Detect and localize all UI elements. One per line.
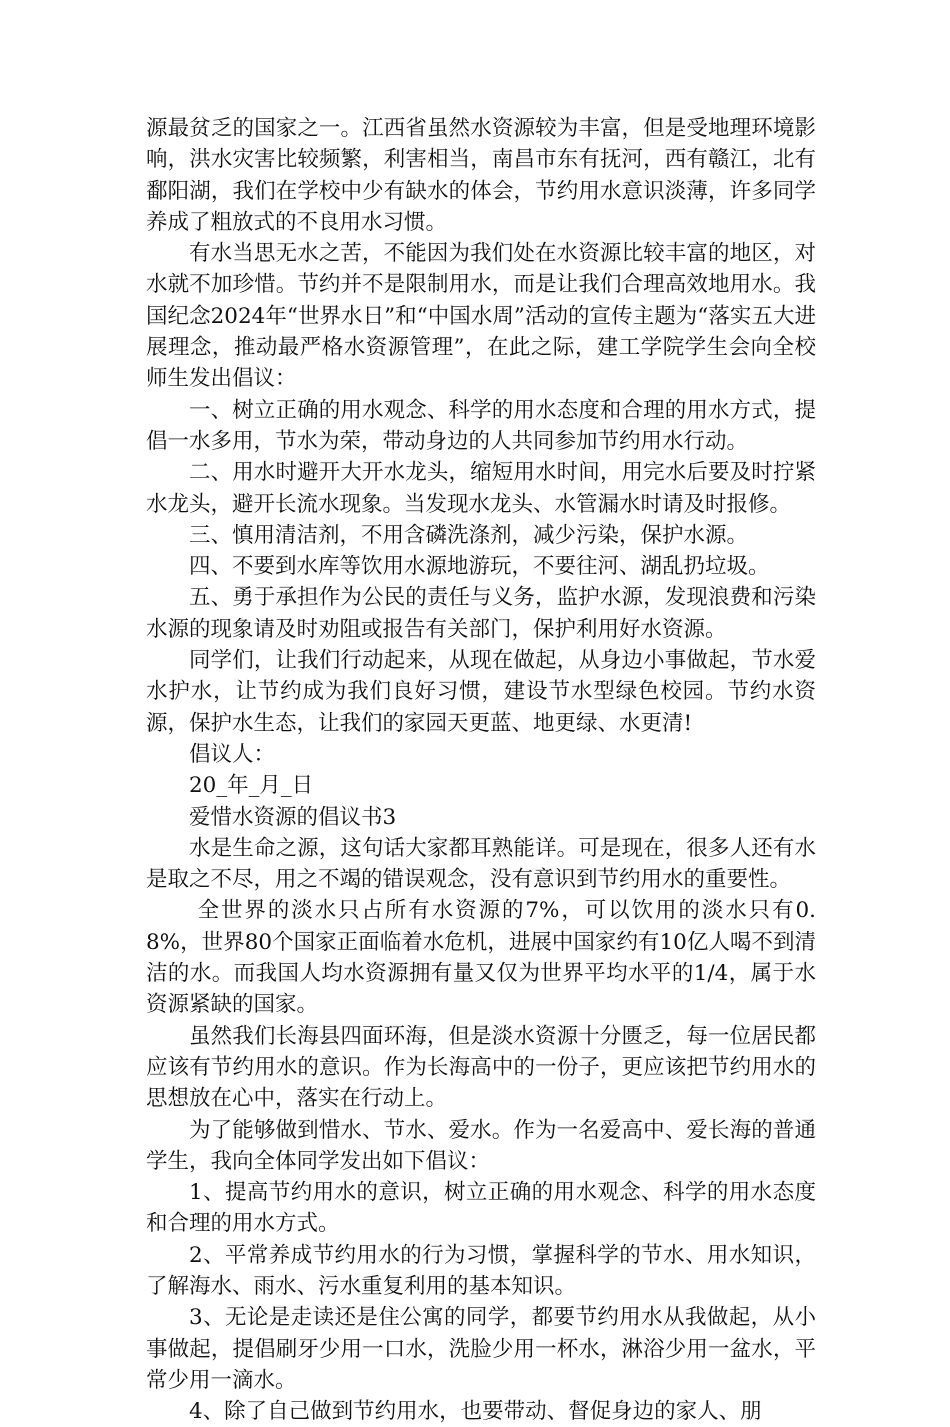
numbered-item-3: 3、无论是走读还是住公寓的同学，都要节约用水从我做起，从小事做起，提倡刷牙少用一口水，洗脸少用一杯水，淋浴少用一盆水，平常少用一滴水。 [146,1305,816,1393]
paragraph-water-is-life: 水是生命之源，这句话大家都耳熟能详。可是现在，很多人还有水是取之不尽，用之不竭的错误观念，没有意识到节约用水的重要性。 [146,835,816,893]
paragraph-changhai: 虽然我们长海县四面环海，但是淡水资源十分匮乏，每一位居民都应该有节约用水的意识。作为长海高中的一份子，更应该把节约用水的思想放在心中，落实在行动上。 [146,1023,816,1112]
proposal-item-4: 四、不要到水库等饮用水源地游玩，不要往河、湖乱扔垃圾。 [189,554,770,580]
proposal-item-5: 五、勇于承担作为公民的责任与义务，监护水源，发现浪费和污染水源的现象请及时劝阻或报告有关部门，保护利用好水资源。 [146,585,816,642]
proposal-item-2: 二、用水时避开大开水龙头，缩短用水时间，用完水后要及时拧紧水龙头，避开长流水现象。当发现水龙头、水管漏水时请及时报修。 [146,460,816,517]
paragraph-proposal-intro: 为了能够做到惜水、节水、爱水。作为一名爱高中、爱长海的普通学生，我向全体同学发出如下倡议： [146,1117,816,1174]
paragraph-call-to-action: 同学们，让我们行动起来，从现在做起，从身边小事做起，节水爱水护水，让节约成为我们良好习惯，建设节水型绿色校园。节约水资源，保护水生态，让我们的家园天更蓝、地更绿、水更清! [146,648,816,736]
proposal-item-1: 一、树立正确的用水观念、科学的用水态度和合理的用水方式，提倡一水多用，节水为荣，带动身边的人共同参加节约用水行动。 [146,397,816,454]
section-title: 爱惜水资源的倡议书3 [189,804,397,830]
paragraph-intro-cherish-water: 有水当思无水之苦，不能因为我们处在水资源比较丰富的地区，对水就不加珍惜。节约并不是限制用水，而是让我们合理高效地用水。我国纪念2024年“世界水日”和“中国水周”活动的宣传主题为“落实五大进展理念，推动最严格水资源管理”，在此之际，建工学院学生会向全校师生发出倡议： [146,241,816,392]
document-page [146,113,816,1427]
signature-label: 倡议人： [189,741,276,767]
proposal-item-3: 三、慎用清洁剂，不用含磷洗涤剂，减少污染，保护水源。 [189,522,749,548]
numbered-item-4: 4、除了自己做到节约用水，也要带动、督促身边的家人、朋 [189,1399,762,1425]
paragraph-world-freshwater: 全世界的淡水只占所有水资源的7%，可以饮用的淡水只有0.8%，世界80个国家正面临着水危机，进展中国家约有10亿人喝不到清洁的水。而我国人均水资源拥有量又仅为世界平均水平的1/4，属于水资源紧缺的国家。 [146,898,816,1018]
date-line: 20_年_月_日 [189,773,314,799]
numbered-item-1: 1、提高节约用水的意识，树立正确的用水观念、科学的用水态度和合理的用水方式。 [146,1180,816,1237]
numbered-item-2: 2、平常养成节约用水的行为习惯，掌握科学的节水、用水知识，了解海水、雨水、污水重复利用的基本知识。 [146,1242,816,1299]
paragraph-continued: 源最贫乏的国家之一。江西省虽然水资源较为丰富，但是受地理环境影响，洪水灾害比较频繁，利害相当，南昌市东有抚河，西有赣江，北有鄱阳湖，我们在学校中少有缺水的体会，节约用水意识淡薄，许多同学养成了粗放式的不良用水习惯。 [146,116,816,235]
